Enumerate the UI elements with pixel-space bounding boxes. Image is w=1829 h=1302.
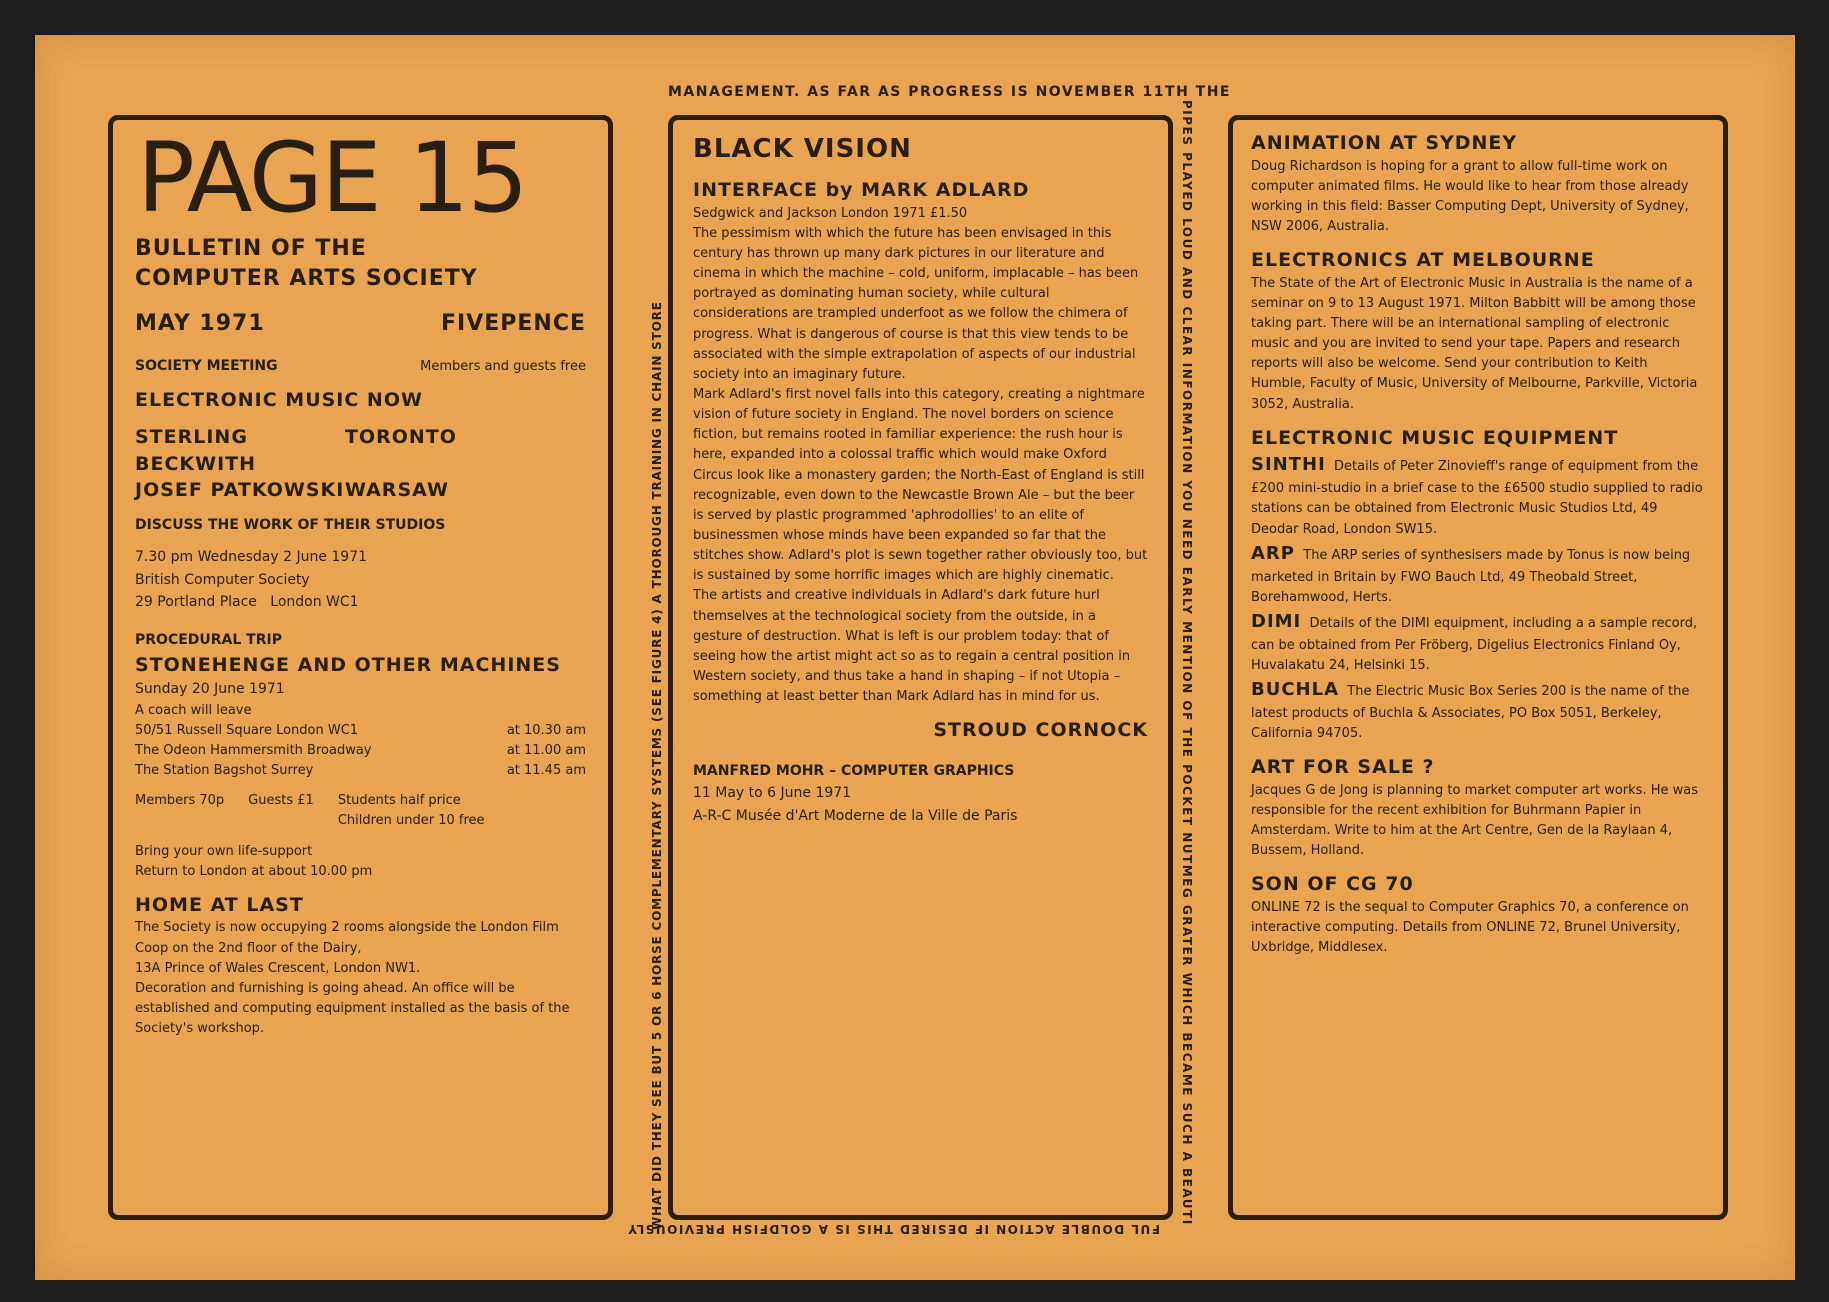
issue-price: FIVEPENCE [440,311,586,337]
middle-panel [668,115,1173,1220]
equipment-item: DIMI Details of the DIMI equipment, including a a sample record, can be obtained from Per Fröberg, Digelius Electronics Finland Oy, Huvalakatu 24, Helsinki 15. [1251,610,1698,673]
review-paragraph-2: Mark Adlard's first novel falls into this category, creating a nightmare vision of future society in England. The novel borders on science fiction, but remains rooted in familiar experience: the rush hour is here, expanded into a colossal traffic which would make Oxford Circus look like a monastery garden; the North-East of England is still recognizable, even down to the Newcastle Brown Ale – but the beer is served by plastic programmed 'aphrodollies' to an elite of businessmen whose minds have been expanded so far that the stitches show. Adlard's plot is sewn together rather obviously too, but is sustained by some horrific images which are highly cinematic. [693,386,1148,584]
city-2: WARSAW [345,479,449,502]
discuss-line: DISCUSS THE WORK OF THEIR STUDIOS [135,516,446,533]
border-text-bottom: FUL DOUBLE ACTION IF DESIRED THIS IS A GOLDFISH PREVIOUSLY [626,1222,1160,1236]
section-text: The State of the Art of Electronic Music in Australia is the name of a seminar on 9 to 13 August 1971. Milton Babbitt will be among those taking part. There will be an international sampling of electronic music and you are invited to send your tape. Papers and research reports will also be welcome. Send your contribution to Keith Humble, Faculty of Music, University of Melbourne, Parkville, Victoria 3052, Australia. [1251,275,1698,412]
speaker-1: STERLING BECKWITH [135,426,257,475]
subtitle-1: BULLETIN OF THE [135,236,367,261]
bring-note: Bring your own life-support [135,843,313,859]
meeting-title: ELECTRONIC MUSIC NOW [135,389,423,412]
exhibit-dates: 11 May to 6 June 1971 [693,785,852,802]
issue-date: MAY 1971 [135,311,265,337]
border-text-top: MANAGEMENT. AS FAR AS PROGRESS IS NOVEMBER 11TH THE [668,84,1231,100]
equipment-item: SINTHI Details of Peter Zinovieff's range of equipment from the £200 mini-studio in a brief case to the £6500 studio supplied to radio stations can be obtained from Electronic Music Studios Ltd, 49 Deodar Road, London SW15. [1251,454,1703,537]
section-title: ELECTRONICS AT MELBOURNE [1251,249,1595,272]
meeting-venue-2: 29 Portland Place London WC1 [135,594,359,610]
trip-label: PROCEDURAL TRIP [135,632,282,649]
return-note: Return to London at about 10.00 pm [135,863,373,879]
meeting-label: SOCIETY MEETING [135,358,278,375]
section-text: Doug Richardson is hoping for a grant to allow full-time work on computer animated films. He would like to hear from those already working in this field: Basser Computing Dept, University of Sydney, NSW 2006, Australia. [1251,158,1689,235]
issue-row [135,309,586,339]
speakers [135,424,586,504]
section-text: ONLINE 72 is the sequal to Computer Graphics 70, a conference on interactive computing. Details from ONLINE 72, Brunel University, Uxbridge, Middlesex. [1251,899,1689,956]
border-text-left: WHAT DID THEY SEE BUT 5 OR 6 HORSE COMPLEMENTARY SYSTEMS (SEE FIGURE 4) A THOROUGH TRAINING IN CHAIN STORE [650,301,664,1230]
home-text-2: 13A Prince of Wales Crescent, London NW1. [135,960,421,976]
subtitle-2: COMPUTER ARTS SOCIETY [135,265,478,291]
home-title: HOME AT LAST [135,893,304,916]
fees [135,791,586,831]
review-paragraph-1: The pessimism with which the future has been envisaged in this century has thrown up many dark pictures in our literature and cinema in which the machine – cold, uniform, implacable – has been portrayed as dominating human society, while cultural considerations are trampled underfoot as we follow the chimera of progress. What is dangerous of course is that this view tends to be associated with the simple extrapolation of aspects of our industrial society into an imaginary future. [693,225,1139,382]
section-text: Jacques G de Jong is planning to market computer art works. He was responsible for the recent exhibition for Buhrmann Papier in Amsterdam. Write to him at the Art Centre, Gen de la Raylaan 4, Bussem, Holland. [1251,782,1698,859]
book-title: INTERFACE by MARK ADLARD [693,179,1030,202]
section-title: ANIMATION AT SYDNEY [1251,132,1518,154]
equipment-item: BUCHLA The Electric Music Box Series 200 is the name of the latest products of Buchla & Associates, PO Box 5051, Berkeley, California 94705. [1251,678,1690,742]
fee-guests: Guests £1 [248,793,314,809]
meeting-header [135,355,586,377]
right-panel [1228,115,1728,1220]
equipment-item: ARP The ARP series of synthesisers made by Tonus is now being marketed in Britain by FWO Bauch Ltd, 49 Theobald Street, Borehamwood, Herts. [1251,542,1691,605]
stop-row: The Station Bagshot Surrey at 11.45 am [135,763,586,779]
review-title: BLACK VISION [693,134,912,164]
speaker-2: JOSEF PATKOWSKI [135,479,345,502]
meeting-note: Members and guests free [420,359,586,375]
stop-row: The Odeon Hammersmith Broadway at 11.00 am [135,743,586,759]
book-publisher: Sedgwick and Jackson London 1971 £1.50 [693,205,968,221]
meeting-time: 7.30 pm Wednesday 2 June 1971 [135,549,368,566]
border-text-right: PIPES PLAYED LOUD AND CLEAR INFORMATION YOU NEED EARLY MENTION OF THE POCKET NUTMEG GRATER WHICH BECAME SUCH A BEAUTI [1180,100,1194,1226]
left-panel [108,115,613,1220]
exhibit-title: MANFRED MOHR – COMPUTER GRAPHICS [693,762,1015,779]
trip-title: STONEHENGE AND OTHER MACHINES [135,653,561,676]
trip-date: Sunday 20 June 1971 [135,681,285,698]
section-title: ELECTRONIC MUSIC EQUIPMENT [1251,426,1619,449]
fee-students: Students half price Children under 10 free [337,793,485,829]
fee-members: Members 70p [135,793,225,809]
section-title: ART FOR SALE ? [1251,756,1435,779]
coach-note: A coach will leave [135,702,252,718]
home-text-3: Decoration and furnishing is going ahead. An office will be established and computing equipment installed as the basis of the Society's workshop. [135,980,570,1037]
city-1: TORONTO [345,426,457,449]
meeting-venue-1: British Computer Society [135,571,310,588]
stop-row: 50/51 Russell Square London WC1 at 10.30 am [135,722,586,738]
review-author: STROUD CORNOCK [933,719,1148,742]
review-paragraph-3: The artists and creative individuals in Adlard's dark future hurl themselves at the technological society from the outside, in a gesture of destruction. What is left is our problem today: that of seeing how the artist might act so as to regain a central position in Western society, and thus take a hand in shaping – if not Utopia – something at least better than Mark Adlard has in mind for us. [693,588,1131,705]
stops-list [135,721,586,781]
section-title: SON OF CG 70 [1251,873,1414,896]
exhibit-venue: A-R-C Musée d'Art Moderne de la Ville de Paris [693,807,1018,824]
page-title: PAGE 15 [137,122,527,234]
home-text-1: The Society is now occupying 2 rooms alongside the London Film Coop on the 2nd floor of the Dairy, [135,920,559,956]
